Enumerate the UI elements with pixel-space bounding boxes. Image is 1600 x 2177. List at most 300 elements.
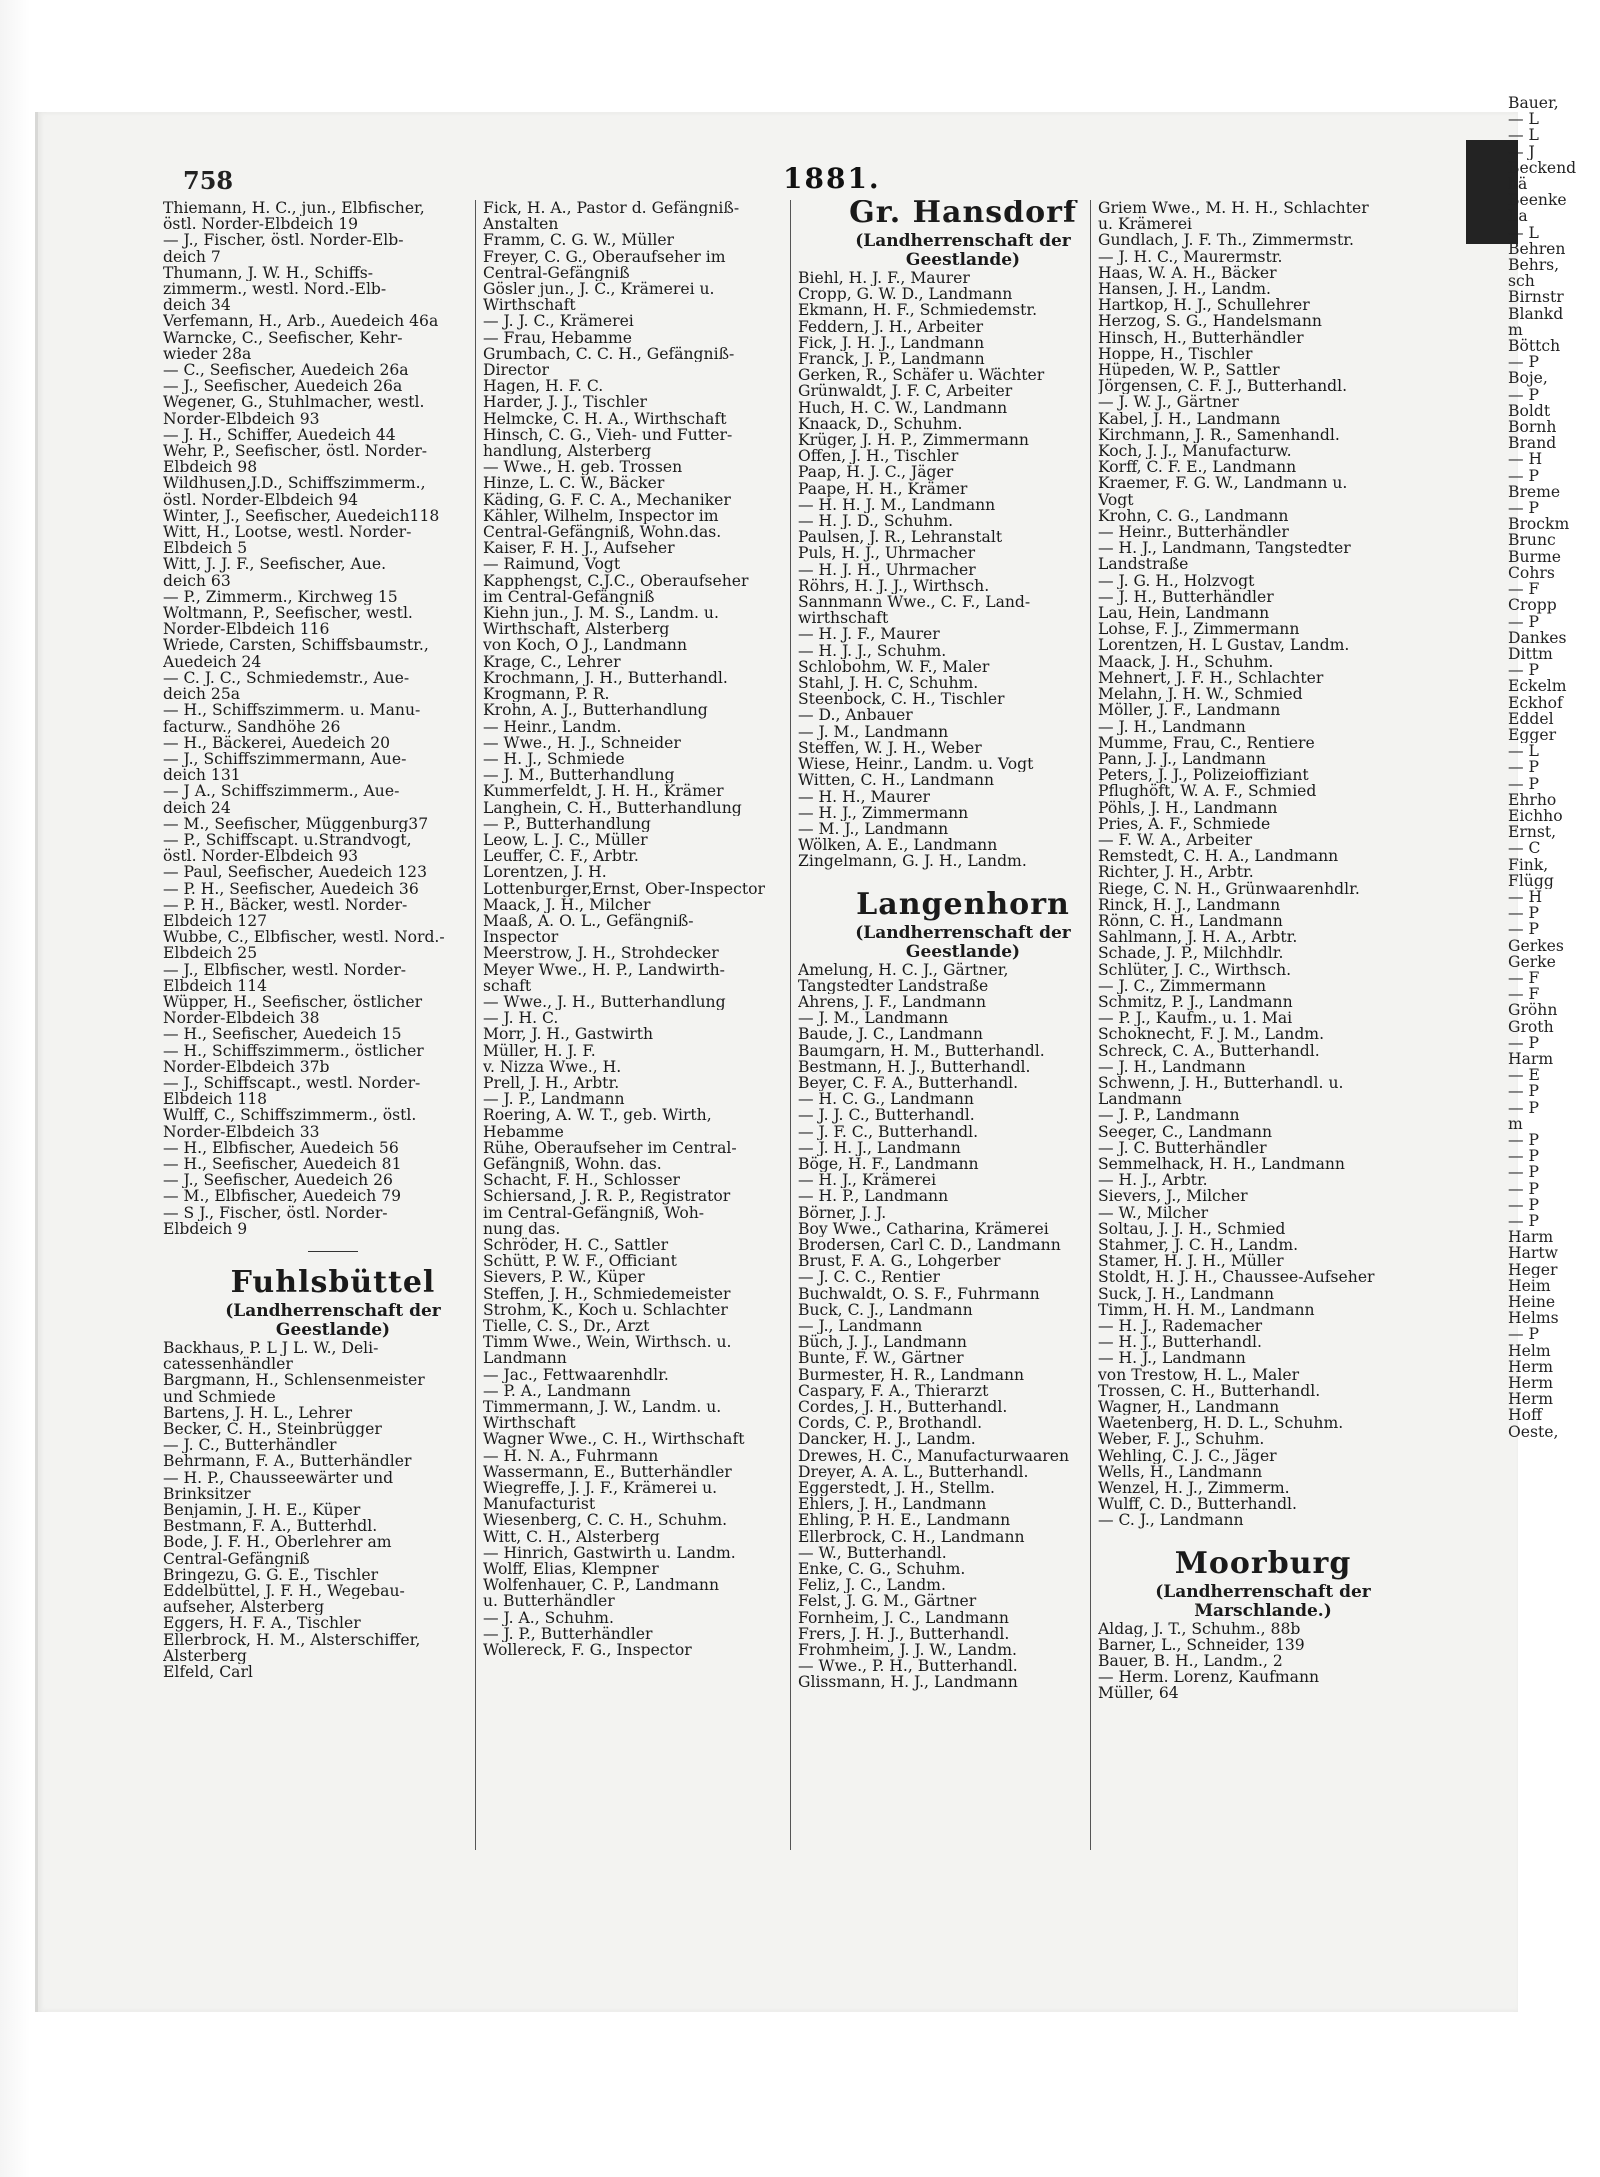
directory-entry: Auedeich 24 [163, 653, 262, 670]
directory-entry: — P. J., Kaufm., u. 1. Mai [1098, 1010, 1293, 1027]
directory-entry: Maack, J. H., Milcher [483, 896, 651, 913]
directory-entry: — J. A., Schuhm. [483, 1609, 614, 1626]
directory-entry: Kummerfeldt, J. H. H., Krämer [483, 783, 724, 800]
directory-entry: Schlobohm, W. F., Maler [798, 658, 990, 676]
directory-entry: — P [1508, 500, 1540, 517]
directory-entry: Brockm [1508, 516, 1570, 533]
directory-entry: — J. F. C., Butterhandl. [798, 1123, 979, 1140]
directory-entry: Gundlach, J. F. Th., Zimmermstr. [1098, 232, 1354, 249]
directory-entry: — J. M., Butterhandlung [483, 767, 675, 784]
directory-entry: Wirthschaft [483, 1415, 576, 1432]
directory-entry: Helmcke, C. H. A., Wirthschaft [483, 410, 727, 427]
section-subtitle: (Landherrenschaft der [1155, 1581, 1371, 1602]
directory-entry: — Heinr., Butterhändler [1098, 524, 1289, 541]
directory-entry: Boy Wwe., Catharina, Krämerei [798, 1220, 1049, 1237]
directory-entry: — H., Schiffszimmerm. u. Manu- [163, 702, 421, 719]
directory-entry: Eggers, H. F. A., Tischler [163, 1615, 361, 1632]
page-header [38, 162, 1488, 202]
section-subtitle: Geestlande) [275, 1320, 391, 1340]
directory-entry: — Frau, Hebamme [483, 329, 632, 346]
directory-entry: Behrs, [1508, 257, 1560, 274]
directory-entry: Büch, J. J., Landmann [798, 1334, 967, 1351]
directory-entry: — P [1508, 1083, 1540, 1100]
directory-entry: Krüger, J. H. P., Zimmermann [798, 432, 1029, 449]
directory-entry: Timm Wwe., Wein, Wirthsch. u. [483, 1334, 732, 1351]
directory-entry: Hansen, J. H., Landm. [1098, 281, 1271, 298]
directory-entry: Herzog, S. G., Handelsmann [1098, 313, 1322, 330]
directory-entry: — J., Schiffscapt., westl. Norder- [163, 1074, 421, 1092]
langenhorn-entries [798, 962, 1128, 1691]
directory-entry: Maack, J. H., Schuhm. [1098, 653, 1274, 670]
directory-entry: Landmann [483, 1350, 567, 1367]
directory-entry: Fick, H. A., Pastor d. Gefängniß- [483, 200, 740, 217]
directory-entry: Blankd [1508, 305, 1564, 322]
directory-entry: Rinck, H. J., Landmann [1098, 896, 1281, 913]
directory-entry: — J. C., Zimmermann [1098, 977, 1266, 994]
directory-entry: — P., Schiffscapt. u.Strandvogt, [163, 831, 412, 849]
directory-entry: Witt, H., Lootse, westl. Norder- [163, 524, 412, 541]
directory-entry: — P [1508, 1034, 1540, 1051]
directory-entry: Anstalten [483, 216, 559, 233]
directory-entry: — J. P., Butterhändler [483, 1625, 653, 1643]
directory-entry: Morr, J. H., Gastwirth [483, 1026, 654, 1043]
directory-entry: Breme [1508, 483, 1561, 501]
directory-entry: Franck, J. P., Landmann [798, 351, 985, 368]
directory-entry: Norder-Elbdeich 38 [163, 1010, 320, 1027]
directory-entry: Hinze, L. C. W., Bäcker [483, 475, 665, 492]
directory-entry: Semmelhack, H. H., Landmann [1098, 1155, 1345, 1173]
directory-entry: Inspector [483, 929, 559, 946]
directory-entry: Leuffer, C. F., Arbtr. [483, 848, 639, 865]
directory-entry: Bestmann, F. A., Butterhdl. [163, 1518, 378, 1535]
directory-entry: Wiesenberg, C. C. H., Schuhm. [483, 1512, 728, 1529]
directory-entry: Tielle, C. S., Dr., Arzt [483, 1318, 650, 1335]
section-subtitle: Geestlande) [905, 941, 1021, 962]
directory-entry: Ahrens, J. F., Landmann [798, 993, 987, 1011]
directory-entry: — J., Elbfischer, westl. Norder- [163, 961, 407, 978]
directory-entry: — P [1508, 1132, 1540, 1149]
directory-entry: nung das. [483, 1220, 561, 1237]
directory-entry: — P. H., Bäcker, westl. Norder- [163, 896, 408, 913]
directory-entry: — P [1508, 1326, 1540, 1343]
directory-entry: — H. J., Rademacher [1098, 1318, 1263, 1335]
directory-entry: Cohrs [1508, 564, 1555, 582]
directory-entry: — J., Landmann [798, 1317, 923, 1335]
directory-entry: Norder-Elbdeich 116 [163, 621, 330, 638]
directory-entry: Wiese, Heinr., Landm. u. Vogt [798, 756, 1034, 773]
directory-entry: — H., Bäckerei, Auedeich 20 [163, 734, 391, 751]
directory-entry: Becker, C. H., Steinbrügger [163, 1421, 382, 1438]
directory-entry: Röhrs, H. J. J., Wirthsch. [798, 577, 990, 595]
directory-entry: Paulsen, J. R., Lehranstalt [798, 529, 1003, 546]
directory-entry: Beyer, C. F. A., Butterhandl. [798, 1074, 1019, 1092]
directory-entry: — P [1508, 613, 1540, 630]
directory-entry: Bargmann, H., Schlensenmeister [163, 1372, 425, 1389]
section-title-fuhlsbuettel: Fuhlsbüttel [230, 1265, 436, 1300]
directory-entry: Eddelbüttel, J. F. H., Wegebau- [163, 1583, 405, 1600]
directory-entry: — Wwe., J. H., Butterhandlung [483, 993, 726, 1011]
directory-entry: Behrmann, F. A., Butterhändler [163, 1453, 412, 1470]
section-title-langenhorn: Langenhorn [856, 886, 1070, 922]
directory-entry: Cords, C. P., Brothandl. [798, 1415, 983, 1432]
directory-entry: — M., Seefischer, Müggenburg37 [163, 815, 429, 832]
directory-entry: Elfeld, Carl [163, 1664, 253, 1681]
directory-entry: Caspary, F. A., Thierarzt [798, 1382, 989, 1399]
directory-entry: — J., Schiffszimmermann, Aue- [163, 750, 407, 768]
column-5-entries [1508, 95, 1578, 1440]
directory-entry: — Raimund, Vogt [483, 556, 621, 573]
directory-entry: Schiersand, J. R. P., Registrator [483, 1188, 731, 1205]
directory-entry: — J. H., Landmann [1098, 1058, 1246, 1075]
directory-entry: Herm [1508, 1391, 1554, 1408]
directory-entry: Elbdeich 118 [163, 1091, 268, 1108]
directory-entry: Hartkop, H. J., Schullehrer [1098, 297, 1310, 314]
directory-entry: Norder-Elbdeich 37b [163, 1058, 330, 1075]
directory-entry: Manufacturist [483, 1496, 596, 1513]
directory-entry: Brinksitzer [163, 1485, 251, 1503]
directory-entry: — Jac., Fettwaarenhdlr. [483, 1366, 669, 1383]
directory-entry: — P [1508, 1213, 1540, 1230]
directory-entry: Kähler, Wilhelm, Inspector im [483, 507, 719, 525]
directory-entry: — J. P., Landmann [1098, 1107, 1240, 1124]
directory-entry: — L [1508, 111, 1539, 128]
directory-entry: Buck, C. J., Landmann [798, 1301, 973, 1318]
directory-entry: — H. J., Landmann [1098, 1350, 1246, 1367]
directory-entry: Stahmer, J. C. H., Landm. [1098, 1237, 1299, 1254]
directory-entry: — P [1508, 775, 1540, 792]
directory-entry: Backhaus, P. L J L. W., Deli- [163, 1340, 379, 1357]
directory-entry: Baumgarn, H. M., Butterhandl. [798, 1042, 1045, 1059]
directory-entry: Buchwaldt, O. S. F., Fuhrmann [798, 1285, 1040, 1302]
directory-entry: Verfemann, H., Arb., Auedeich 46a [163, 313, 439, 330]
directory-entry: von Trestow, H. L., Maler [1098, 1366, 1300, 1383]
directory-entry: Gefängniß, Wohn. das. [483, 1155, 662, 1173]
directory-entry: Heim [1508, 1277, 1551, 1295]
directory-entry: Hoppe, H., Tischler [1098, 345, 1253, 363]
directory-entry: Eckhof [1508, 694, 1563, 711]
directory-entry: Sahlmann, J. H. A., Arbtr. [1098, 929, 1298, 946]
directory-entry: — M. J., Landmann [798, 820, 949, 838]
directory-entry: — H. J., Zimmermann [798, 804, 969, 821]
directory-entry: Freyer, C. G., Oberaufseher im [483, 248, 726, 265]
column-1-entries [163, 200, 503, 1237]
directory-entry: Benjamin, J. H. E., Küper [163, 1502, 361, 1519]
directory-entry: Schröder, H. C., Sattler [483, 1237, 669, 1254]
directory-entry: Rönn, C. H., Landmann [1098, 912, 1283, 930]
directory-entry: — P [1508, 1180, 1540, 1197]
directory-entry: Elbdeich 25 [163, 945, 258, 962]
column-2 [483, 200, 818, 1850]
directory-entry: Steffen, J. H., Schmiedemeister [483, 1285, 731, 1302]
directory-entry: — H. J., Butterhandl. [1098, 1334, 1263, 1351]
directory-entry: Gösler jun., J. C., Krämerei u. [483, 281, 715, 298]
directory-entry: Börner, J. J. [798, 1204, 887, 1221]
directory-entry: Burme [1508, 548, 1561, 565]
page-number: 758 [183, 166, 234, 195]
directory-entry: — P [1508, 662, 1540, 679]
directory-entry: Heine [1508, 1294, 1556, 1311]
directory-entry: Drewes, H. C., Manufacturwaaren [798, 1447, 1070, 1464]
directory-entry: Kapphengst, C.J.C., Oberaufseher [483, 572, 749, 589]
directory-entry: Central-Gefängniß, Wohn.das. [483, 524, 722, 541]
directory-entry: deich 7 [163, 248, 221, 265]
directory-entry: Biehl, H. J. F., Maurer [798, 270, 970, 287]
directory-entry: — P. H., Seefischer, Auedeich 36 [163, 880, 419, 897]
directory-entry: — P [1508, 354, 1540, 371]
directory-entry: Wiegreffe, J. J. F., Krämerei u. [483, 1480, 718, 1497]
directory-entry: Witten, C. H., Landmann [798, 772, 995, 789]
directory-entry: Dreyer, A. A. L., Butterhandl. [798, 1463, 1029, 1481]
directory-entry: Hoff [1508, 1407, 1543, 1424]
directory-entry: Harder, J. J., Tischler [483, 394, 647, 411]
directory-entry: Thiemann, H. C., jun., Elbfischer, [163, 200, 425, 217]
directory-entry: Offen, J. H., Tischler [798, 448, 959, 465]
directory-entry: Wirthschaft, Alsterberg [483, 621, 670, 638]
directory-entry: Norder-Elbdeich 93 [163, 410, 320, 427]
directory-entry: — H. C. G., Landmann [798, 1091, 974, 1108]
directory-entry: hä [1508, 176, 1528, 193]
directory-entry: Burmester, H. R., Landmann [798, 1366, 1025, 1383]
directory-entry: Ehling, P. H. E., Landmann [798, 1512, 1011, 1529]
directory-entry: Wulff, C. D., Butterhandl. [1098, 1496, 1297, 1513]
column-5-next-page-fragment [1508, 95, 1578, 1440]
directory-entry: Roering, A. W. T., geb. Wirth, [483, 1107, 712, 1124]
directory-entry: Wulff, C., Schiffszimmerm., östl. [163, 1107, 417, 1124]
directory-entry: Kirchmann, J. R., Samenhandl. [1098, 426, 1340, 444]
directory-entry: Meerstrow, J. H., Strohdecker [483, 945, 719, 962]
directory-entry: Schoknecht, F. J. M., Landm. [1098, 1026, 1325, 1043]
hansdorf-entries [798, 270, 1128, 870]
directory-entry: östl. Norder-Elbdeich 94 [163, 491, 359, 508]
directory-entry: — J. H., Schiffer, Auedeich 44 [163, 426, 396, 444]
directory-entry: Rühe, Oberaufseher im Central- [483, 1139, 737, 1156]
section-subtitle: (Landherrenschaft der [855, 922, 1071, 943]
directory-entry: — Wwe., H. geb. Trossen [483, 459, 683, 476]
directory-entry: Melahn, J. H. W., Schmied [1098, 686, 1303, 703]
directory-entry: deich 25a [163, 686, 241, 703]
directory-entry: Gerke [1508, 953, 1556, 970]
directory-entry: Wriede, Carsten, Schiffsbaumstr., [163, 637, 429, 654]
directory-entry: Grumbach, C. C. H., Gefängniß- [483, 345, 735, 363]
directory-entry: Lorentzen, H. L Gustav, Landm. [1098, 637, 1350, 654]
directory-entry: facturw., Sandhöhe 26 [163, 718, 341, 735]
directory-entry: — J. J. C., Krämerei [483, 313, 634, 330]
directory-entry: — J. J. C., Butterhandl. [798, 1107, 975, 1124]
directory-entry: — J. H., Landmann [1098, 718, 1246, 735]
column-3 [798, 200, 1128, 1850]
directory-entry: Weber, F. J., Schuhm. [1098, 1431, 1265, 1448]
directory-entry: deich 34 [163, 297, 231, 314]
directory-entry: Central-Gefängniß [483, 264, 630, 282]
directory-entry: Zingelmann, G. J. H., Landm. [798, 853, 1027, 870]
directory-entry: Puls, H. J., Uhrmacher [798, 545, 976, 562]
directory-entry: Sannmann Wwe., C. F., Land- [798, 594, 1031, 611]
directory-entry: — C. J., Landmann [1098, 1512, 1244, 1529]
directory-entry: Paap, H. J. C., Jäger [798, 464, 954, 481]
directory-entry: Ellerbrock, H. M., Alsterschiffer, [163, 1631, 421, 1648]
directory-entry: — P., Butterhandlung [483, 815, 651, 832]
directory-entry: Boldt [1508, 402, 1551, 420]
directory-entry: Brodersen, Carl C. D., Landmann [798, 1236, 1061, 1254]
directory-entry: Ekmann, H. F., Schmiedemstr. [798, 302, 1038, 319]
directory-entry: Helm [1508, 1342, 1551, 1359]
directory-entry: Schwenn, J. H., Butterhandl. u. [1098, 1074, 1344, 1092]
directory-entry: Framm, C. G. W., Müller [483, 232, 674, 249]
directory-entry: Böttch [1508, 338, 1561, 355]
directory-entry: Krohn, A. J., Butterhandlung [483, 702, 708, 719]
directory-entry: Mumme, Frau, C., Rentiere [1098, 734, 1315, 751]
directory-entry: u. Krämerei [1098, 216, 1193, 233]
directory-entry: Barner, L., Schneider, 139 [1098, 1636, 1305, 1654]
directory-entry: Eckelm [1508, 678, 1567, 695]
directory-entry: Suck, J. H., Landmann [1098, 1285, 1275, 1302]
directory-entry: Elbdeich 5 [163, 540, 248, 557]
directory-entry: — H. P., Chausseewärter und [163, 1469, 394, 1486]
directory-entry: Vogt [1098, 491, 1134, 508]
directory-entry: Kabel, J. H., Landmann [1098, 410, 1281, 427]
directory-entry: — H., Seefischer, Auedeich 15 [163, 1026, 402, 1043]
directory-entry: im Central-Gefängniß, Woh- [483, 1204, 705, 1221]
directory-entry: — H. J. D., Schuhm. [798, 513, 954, 530]
directory-entry: — H. J., Krämerei [798, 1172, 937, 1189]
directory-entry: Käding, G. F. C. A., Mechaniker [483, 491, 731, 508]
directory-entry: Hinsch, H., Butterhändler [1098, 329, 1304, 346]
directory-entry: Baude, J. C., Landmann [798, 1026, 983, 1043]
directory-entry: Eichho [1508, 807, 1563, 825]
directory-entry: Wildhusen,J.D., Schiffszimmerm., [163, 475, 426, 492]
directory-entry: Behren [1508, 240, 1566, 258]
directory-entry: — D., Anbauer [798, 707, 913, 724]
directory-entry: Norder-Elbdeich 33 [163, 1123, 320, 1140]
directory-entry: Thumann, J. W. H., Schiffs- [163, 264, 374, 282]
directory-entry: Wubbe, C., Elbfischer, westl. Nord.- [163, 929, 445, 946]
directory-entry: Landstraße [1098, 556, 1189, 573]
directory-entry: Witt, J. J. F., Seefischer, Aue. [163, 556, 387, 573]
directory-entry: — J. M., Landmann [798, 1010, 949, 1027]
directory-entry: Gröhn [1508, 1002, 1558, 1019]
directory-entry: — Paul, Seefischer, Auedeich 123 [163, 864, 428, 881]
directory-entry: — J. M., Landmann [798, 723, 949, 740]
directory-entry: Peters, J. J., Polizeioffiziant [1098, 767, 1309, 784]
column-4 [1098, 200, 1428, 1850]
directory-entry: Müller, 64 [1098, 1685, 1179, 1702]
directory-entry: Soltau, J. J. H., Schmied [1098, 1220, 1286, 1237]
directory-entry: — P [1508, 386, 1540, 403]
directory-entry: Flügg [1508, 872, 1554, 889]
directory-entry: handlung, Alsterberg [483, 443, 652, 460]
directory-entry: Knaack, D., Schuhm. [798, 415, 963, 433]
directory-entry: v. Nizza Wwe., H. [483, 1058, 622, 1075]
directory-entry: Fick, J. H. J., Landmann [798, 334, 985, 352]
directory-entry: Heger [1508, 1261, 1558, 1278]
directory-entry: Wagner, H., Landmann [1098, 1399, 1280, 1416]
section-subtitle: Marschlande.) [1194, 1600, 1332, 1621]
directory-entry: Pann, J. J., Landmann [1098, 750, 1266, 768]
directory-entry: Fornheim, J. C., Landmann [798, 1609, 1009, 1626]
directory-entry: Langhein, C. H., Butterhandlung [483, 799, 742, 816]
directory-entry: Oeste, [1508, 1423, 1559, 1440]
directory-entry: Schmitz, P. J., Landmann [1098, 993, 1293, 1011]
directory-entry: — J. C., Butterhändler [163, 1437, 337, 1454]
directory-entry: Huch, H. C. W., Landmann [798, 399, 1008, 416]
section-subtitle: Geestlande) [905, 250, 1021, 270]
directory-entry: — Wwe., H. J., Schneider [483, 734, 681, 751]
directory-entry: Krage, C., Lehrer [483, 653, 621, 670]
directory-entry: — H., Seefischer, Auedeich 81 [163, 1155, 402, 1173]
directory-entry: u. Butterhändler [483, 1593, 615, 1610]
directory-entry: Bestmann, H. J., Butterhandl. [798, 1058, 1031, 1075]
directory-entry: Kraemer, F. G. W., Landmann u. [1098, 475, 1348, 492]
directory-entry: Boje, [1508, 370, 1548, 387]
directory-entry: Pöhls, J. H., Landmann [1098, 799, 1278, 816]
directory-entry: Lottenburger,Ernst, Ober-Inspector [483, 880, 765, 897]
directory-entry: — H [1508, 451, 1543, 468]
directory-entry: Elbdeich 9 [163, 1220, 248, 1237]
directory-entry: Central-Gefängniß [163, 1550, 310, 1567]
directory-entry: Schreck, C. A., Butterhandl. [1098, 1042, 1320, 1059]
directory-entry: Ellerbrock, C. H., Landmann [798, 1528, 1025, 1545]
column-2-entries [483, 200, 818, 1658]
directory-entry: Herm [1508, 1358, 1554, 1376]
directory-entry: Helms [1508, 1310, 1559, 1327]
directory-entry: Korff, C. F. E., Landmann [1098, 459, 1297, 476]
directory-entry: Stamer, H. J. H., Müller [1098, 1253, 1284, 1270]
directory-entry: — L [1508, 224, 1539, 241]
directory-entry: Wenzel, H. J., Zimmerm. [1098, 1480, 1290, 1497]
directory-entry: — H. H., Maurer [798, 788, 930, 805]
directory-entry: Alsterberg [163, 1647, 247, 1665]
directory-entry: — J. H. C. [483, 1010, 559, 1027]
directory-entry: Ernst, [1508, 824, 1557, 841]
directory-entry: deich 24 [163, 799, 231, 816]
directory-entry: — Wwe., P. H., Butterhandl. [798, 1658, 1018, 1675]
column-4-entries [1098, 200, 1428, 1529]
directory-entry: Timmermann, J. W., Landm. u. [483, 1399, 722, 1416]
directory-entry: Felst, J. G. M., Gärtner [798, 1593, 977, 1610]
directory-entry: Gerkes [1508, 937, 1564, 954]
directory-entry: Beenke [1508, 192, 1567, 209]
directory-entry: — C [1508, 840, 1541, 857]
directory-entry: Krochmann, J. H., Butterhandl. [483, 669, 728, 687]
directory-entry: Enke, C. G., Schuhm. [798, 1561, 966, 1578]
directory-page [35, 112, 1518, 2012]
directory-entry: — P., Zimmerm., Kirchweg 15 [163, 588, 398, 606]
directory-entry: — J A., Schiffszimmerm., Aue- [163, 783, 400, 800]
directory-entry: Warncke, C., Seefischer, Kehr- [163, 329, 403, 346]
directory-entry: von Koch, O J., Landmann [483, 637, 688, 654]
directory-entry: Wassermann, E., Butterhändler [483, 1463, 732, 1481]
directory-entry: Lorentzen, J. H. [483, 864, 607, 881]
directory-entry: Leow, L. J. C., Müller [483, 831, 648, 849]
directory-entry: Wells, H., Landmann [1098, 1463, 1263, 1481]
directory-entry: Stahl, J. H. C, Schuhm. [798, 675, 979, 692]
directory-entry: Schade, J. P., Milchhdlr. [1098, 945, 1284, 962]
directory-entry: — H. H. J. M., Landmann [798, 496, 996, 514]
directory-entry: Kaiser, F. H. J., Aufseher [483, 540, 675, 557]
directory-entry: Stoldt, H. J. H., Chaussee-Aufseher [1098, 1269, 1375, 1286]
directory-entry: Aldag, J. T., Schuhm., 88b [1098, 1620, 1301, 1637]
directory-entry: Bornh [1508, 419, 1557, 436]
directory-entry: — H. J. J., Schuhm. [798, 642, 947, 659]
directory-entry: — J. C. Butterhändler [1098, 1139, 1267, 1156]
directory-entry: Haas, W. A. H., Bäcker [1098, 264, 1277, 282]
directory-entry: — J. W. J., Gärtner [1098, 394, 1239, 411]
directory-entry: — Hinrich, Gastwirth u. Landm. [483, 1544, 736, 1562]
directory-entry: Harm [1508, 1229, 1554, 1246]
directory-entry: Gerken, R., Schäfer u. Wächter [798, 367, 1045, 384]
directory-entry: Brust, F. A. G., Lohgerber [798, 1253, 1001, 1270]
directory-entry: — S J., Fischer, östl. Norder- [163, 1204, 388, 1221]
